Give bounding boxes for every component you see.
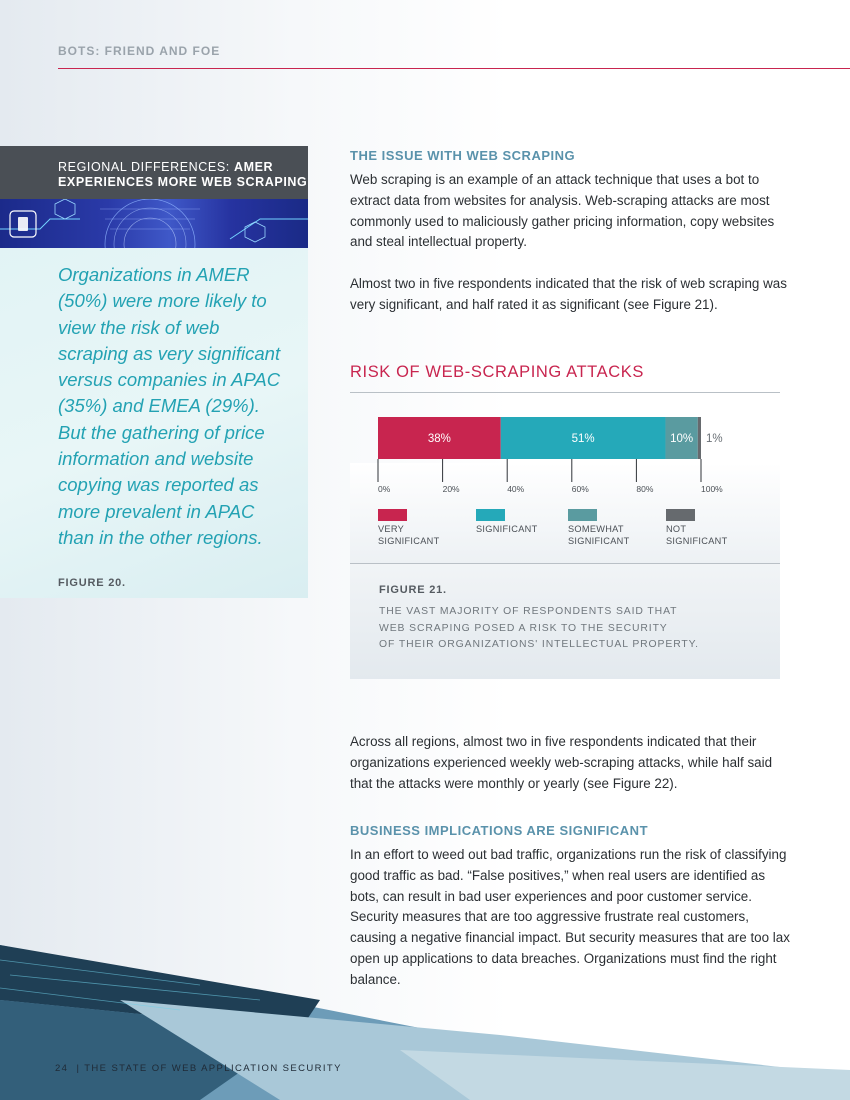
tick-label-0: 0% [378,484,391,494]
sidebar-title-normal: REGIONAL DIFFERENCES: [58,160,234,174]
sidebar-title [0,146,308,199]
sidebar-callout [0,146,308,598]
legend-swatch-2 [568,509,597,521]
tick-label-3: 60% [571,484,589,494]
legend-item-1 [476,509,538,535]
tick-label-4: 80% [636,484,654,494]
legend-label-1: SIGNIFICANT [476,524,538,534]
footer-decoration [0,940,850,1100]
bar-label-1: 51% [571,433,595,445]
legend-swatch-1 [476,509,505,521]
paragraph-weekly-attacks: Across all regions, almost two in five respondents indicated that their organizations experienced weekly web-scraping attacks, while half said that the attacks were monthly or yearly (see Figure 22). [350,734,773,791]
legend-label-3: NOT SIGNIFICANT [666,524,728,546]
paragraph-business-implications: In an effort to weed out bad traffic, organizations run the risk of classifying good traffic as bad. “False positives,” when real users are identified as bots, can result in bad user experiences and poor customer service. Security measures that are too aggressive frustrate real customers, causing a negative financial impact. But security measures that are too lax open up applications to data breaches. Organizations must find the right balance. [350,847,790,987]
figure-20-label: FIGURE 20. [58,577,126,590]
legend-swatch-3 [666,509,695,521]
bar-label-0: 38% [427,433,451,445]
footer-title: | THE STATE OF WEB APPLICATION SECURITY [76,1063,342,1074]
sidebar-banner-image [0,199,308,248]
chart-title: RISK OF WEB-SCRAPING ATTACKS [350,363,644,381]
sidebar-title-bold-1: AMER [233,160,274,174]
paragraph-web-scraping-definition: Web scraping is an example of an attack technique that uses a bot to extract data from websites for analysis. Web-scraping attacks are most commonly used to maliciously gather pricing information, copy websites and steal intellectual property. [350,172,775,250]
running-header: BOTS: FRIEND AND FOE [58,44,221,58]
page-footer [55,1063,342,1074]
sidebar-title-bold-2: EXPERIENCES MORE WEB SCRAPING [58,175,308,189]
figure-21-label: FIGURE 21. [379,584,447,596]
figure-21-caption: THE VAST MAJORITY OF RESPONDENTS SAID THAT WEB SCRAPING POSED A RISK TO THE SECURITY OF THEIR ORGANIZATIONS' INTELLECTUAL PROPERTY. [379,606,699,650]
bar-label-3: 1% [706,433,723,445]
bar-segment-3 [698,417,701,459]
legend-item-3 [666,509,728,547]
tick-label-2: 40% [507,484,525,494]
tick-label-1: 20% [442,484,460,494]
chart-title-rule [350,392,780,393]
legend-item-2 [568,509,630,547]
section-heading-business-implications: BUSINESS IMPLICATIONS ARE SIGNIFICANT [350,823,649,838]
tick-label-5: 100% [701,484,723,494]
header-rule [58,68,850,69]
figure-21-caption-box [350,563,780,679]
legend-label-0: VERY SIGNIFICANT [378,524,440,546]
page-number: 24 [55,1063,69,1074]
legend-label-2: SOMEWHAT SIGNIFICANT [568,524,630,546]
bar-label-2: 10% [670,433,694,445]
paragraph-risk-summary: Almost two in five respondents indicated that the risk of web scraping was very significant, and half rated it as significant (see Figure 21). [350,276,787,312]
sidebar-quote: Organizations in AMER (50%) were more likely to view the risk of web scraping as very significant versus companies in APAC (35%) and EMEA (29%). But the gathering of price information and website copying was reported as more prevalent in APAC than in the other regions. [58,264,281,548]
legend-swatch-0 [378,509,407,521]
section-heading-web-scraping: THE ISSUE WITH WEB SCRAPING [350,148,576,163]
legend-item-0 [378,509,440,547]
